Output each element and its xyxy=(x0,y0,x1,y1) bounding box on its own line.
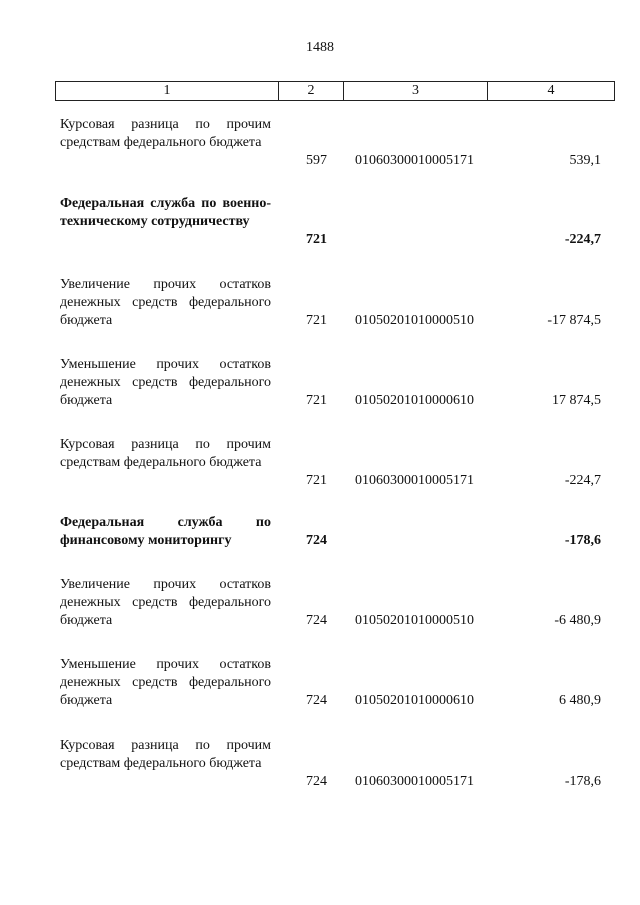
row-code: 724 xyxy=(306,533,327,548)
row-code: 721 xyxy=(306,473,327,488)
header-col-3: 3 xyxy=(344,82,488,101)
page-number: 1488 xyxy=(306,40,334,55)
table-header-row xyxy=(56,82,615,101)
header-col-2: 2 xyxy=(279,82,344,101)
row-name: Курсовая разница по прочим средствам федерального бюджета xyxy=(60,117,271,150)
row-code: 721 xyxy=(306,393,327,408)
row-name: Увеличение прочих остатков денежных средств федерального бюджета xyxy=(60,577,271,628)
row-kbk: 01060300010005171 xyxy=(355,473,474,488)
row-name: Курсовая разница по прочим средствам федерального бюджета xyxy=(60,437,271,470)
row-kbk: 01060300010005171 xyxy=(355,774,474,789)
row-name: Уменьшение прочих остатков денежных средств федерального бюджета xyxy=(60,657,271,708)
row-name: Курсовая разница по прочим средствам федерального бюджета xyxy=(60,738,271,771)
row-name: Увеличение прочих остатков денежных средств федерального бюджета xyxy=(60,277,271,328)
row-code: 721 xyxy=(306,313,327,328)
row-kbk: 01050201010000510 xyxy=(355,313,474,328)
row-amount: -17 874,5 xyxy=(547,313,601,328)
row-kbk: 01050201010000610 xyxy=(355,393,474,408)
row-code: 724 xyxy=(306,613,327,628)
header-col-4: 4 xyxy=(488,82,615,101)
row-kbk: 01060300010005171 xyxy=(355,153,474,168)
row-amount: 17 874,5 xyxy=(552,393,601,408)
table-header xyxy=(55,81,615,101)
row-amount: 539,1 xyxy=(569,153,601,168)
row-amount: -6 480,9 xyxy=(554,613,601,628)
row-name: Федеральная служба по военно-техническому сотрудничеству xyxy=(60,196,271,229)
row-code: 724 xyxy=(306,693,327,708)
row-code: 724 xyxy=(306,774,327,789)
row-kbk: 01050201010000510 xyxy=(355,613,474,628)
row-amount: 6 480,9 xyxy=(559,693,601,708)
row-amount: -178,6 xyxy=(564,533,601,548)
row-code: 721 xyxy=(306,232,327,247)
row-amount: -224,7 xyxy=(564,232,601,247)
row-amount: -178,6 xyxy=(564,774,601,789)
row-code: 597 xyxy=(306,153,327,168)
row-name: Уменьшение прочих остатков денежных средств федерального бюджета xyxy=(60,357,271,408)
row-name: Федеральная служба по финансовому мониторингу xyxy=(60,515,271,548)
row-amount: -224,7 xyxy=(564,473,601,488)
row-kbk: 01050201010000610 xyxy=(355,693,474,708)
header-col-1: 1 xyxy=(56,82,279,101)
